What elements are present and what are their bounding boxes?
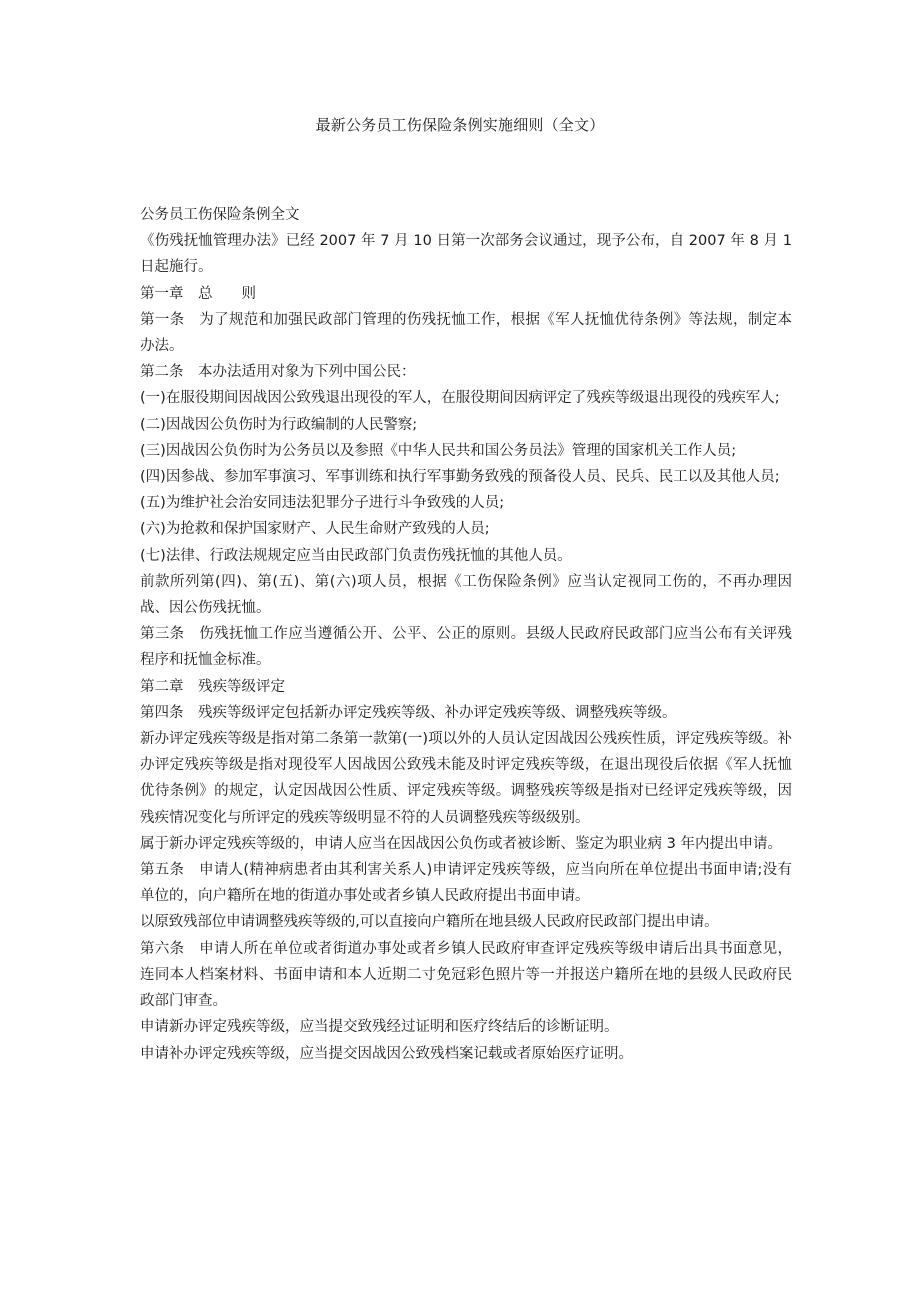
body-paragraph: 前款所列第(四)、第(五)、第(六)项人员，根据《工伤保险条例》应当认定视同工伤的，不再办理因战、因公伤残抚恤。	[140, 573, 792, 617]
article-paragraph: 第六条 申请人所在单位或者街道办事处或者乡镇人民政府审查评定残疾等级申请后出具书面意见，连同本人档案材料、书面申请和本人近期二寸免冠彩色照片等一并报送户籍所在地的县级人民政府民政部门审查。	[140, 940, 792, 1010]
body-paragraph: 新办评定残疾等级是指对第二条第一款第(一)项以外的人员认定因战因公残疾性质，评定残疾等级。补办评定残疾等级是指对现役军人因战因公致残未能及时评定残疾等级，在退出现役后依据《军人抚恤优待条例》的规定，认定因战因公性质、评定残疾等级。调整残疾等级是指对已经评定残疾等级，因残疾情况变化与所评定的残疾等级明显不符的人员调整残疾等级级别。	[140, 731, 792, 826]
list-item: (四)因参战、参加军事演习、军事训练和执行军事勤务致残的预备役人员、民兵、民工以及其他人员;	[140, 469, 780, 486]
body-paragraph: 公务员工伤保险条例全文	[140, 207, 300, 223]
list-item: (二)因战因公负伤时为行政编制的人民警察;	[140, 416, 418, 433]
list-item: (五)为维护社会治安同违法犯罪分子进行斗争致残的人员;	[140, 495, 505, 512]
article-paragraph: 第五条 申请人(精神病患者由其利害关系人)申请评定残疾等级，应当向所在单位提出书面申请;没有单位的，向户籍所在地的街道办事处或者乡镇人民政府提出书面申请。	[140, 862, 792, 905]
list-item: (三)因战因公负伤时为公务员以及参照《中华人民共和国公务员法》管理的国家机关工作人员;	[140, 442, 737, 459]
article-paragraph: 第四条 残疾等级评定包括新办评定残疾等级、补办评定残疾等级、调整残疾等级。	[140, 704, 677, 721]
document-body	[140, 202, 797, 1067]
article-paragraph: 第三条 伤残抚恤工作应当遵循公开、公平、公正的原则。县级人民政府民政部门应当公布有关评残程序和抚恤金标准。	[140, 626, 792, 669]
body-paragraph: 申请新办评定残疾等级，应当提交致残经过证明和医疗终结后的诊断证明。	[140, 1019, 619, 1036]
list-item: (七)法律、行政法规规定应当由民政部门负责伤残抚恤的其他人员。	[140, 547, 572, 564]
body-paragraph: 属于新办评定残疾等级的，申请人应当在因战因公负伤或者被诊断、鉴定为职业病 3 年内提出申请。	[140, 835, 782, 852]
chapter-heading: 第一章 总 则	[140, 285, 256, 302]
body-paragraph: 《伤残抚恤管理办法》已经 2007 年 7 月 10 日第一次部务会议通过，现予公布，自 2007 年 8 月 1 日起施行。	[140, 233, 797, 276]
document-title: 最新公务员工伤保险条例实施细则（全文）	[315, 116, 605, 134]
list-item: (一)在服役期间因战因公致残退出现役的军人，在服役期间因病评定了残疾等级退出现役的残疾军人;	[140, 390, 780, 407]
list-item: (六)为抢救和保护国家财产、人民生命财产致残的人员;	[140, 521, 490, 538]
chapter-heading: 第二章 残疾等级评定	[140, 678, 285, 695]
article-paragraph: 第二条 本办法适用对象为下列中国公民：	[140, 364, 416, 381]
article-paragraph: 第一条 为了规范和加强民政部门管理的伤残抚恤工作，根据《军人抚恤优待条例》等法规，制定本办法。	[140, 311, 792, 355]
body-paragraph: 以原致残部位申请调整残疾等级的,可以直接向户籍所在地县级人民政府民政部门提出申请。	[140, 914, 719, 931]
body-paragraph: 申请补办评定残疾等级，应当提交因战因公致残档案记载或者原始医疗证明。	[140, 1045, 633, 1062]
